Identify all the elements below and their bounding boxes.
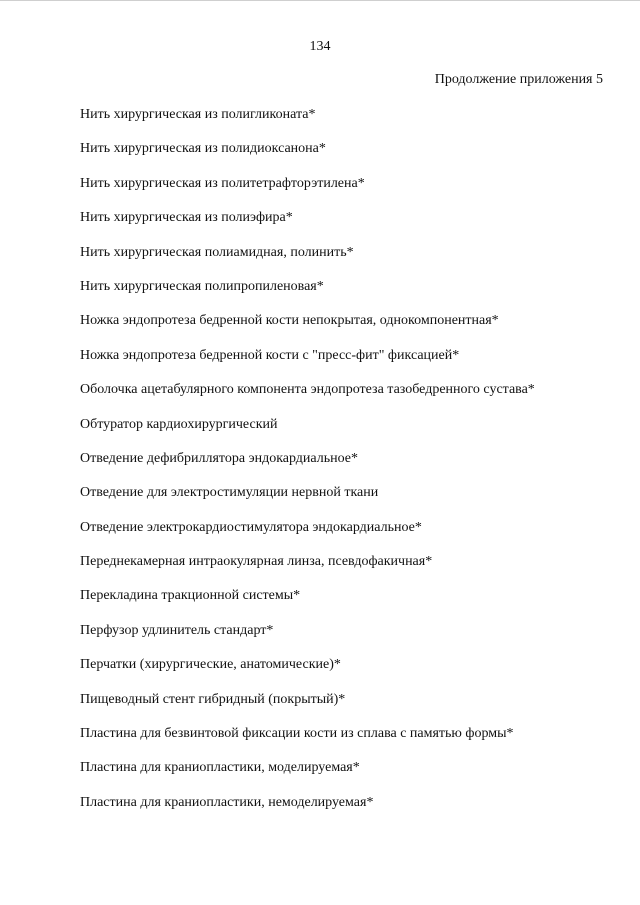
- list-item: Нить хирургическая из политетрафторэтилена*: [80, 175, 365, 191]
- continuation-heading: Продолжение приложения 5: [434, 72, 603, 87]
- list-item: Нить хирургическая из полиэфира*: [80, 210, 293, 226]
- list-item: Нить хирургическая из полидиоксанона*: [80, 141, 326, 157]
- list-item: Пластина для краниопластики, немоделируемая*: [80, 794, 374, 810]
- list-item: Ножка эндопротеза бедренной кости с "пресс-фит" фиксацией*: [80, 347, 460, 363]
- list-item: Пищеводный стент гибридный (покрытый)*: [80, 691, 346, 707]
- list-item: Ножка эндопротеза бедренной кости непокрытая, однокомпонентная*: [80, 313, 499, 329]
- list-item: Перекладина тракционной системы*: [80, 588, 301, 604]
- top-rule: [0, 0, 640, 1]
- list-item: Нить хирургическая из полигликоната*: [80, 107, 316, 122]
- list-item: Обтуратор кардиохирургический: [80, 416, 278, 432]
- list-item: Отведение для электростимуляции нервной ткани: [80, 485, 379, 501]
- list-item: Нить хирургическая полиамидная, полинить*: [80, 244, 354, 260]
- list-item: Переднекамерная интраокулярная линза, псевдофакичная*: [80, 554, 433, 570]
- list-item: Нить хирургическая полипропиленовая*: [80, 278, 324, 294]
- list-item: Отведение электрокардиостимулятора эндокардиальное*: [80, 519, 422, 535]
- page-number: 134: [309, 39, 331, 54]
- list-item: Пластина для краниопластики, моделируемая*: [80, 760, 360, 776]
- item-list: [80, 104, 535, 826]
- list-item: Оболочка ацетабулярного компонента эндопротеза тазобедренного сустава*: [80, 382, 535, 398]
- list-item: Отведение дефибриллятора эндокардиальное*: [80, 450, 359, 466]
- list-item: Перфузор удлинитель стандарт*: [80, 622, 274, 638]
- list-item: Перчатки (хирургические, анатомические)*: [80, 657, 341, 673]
- list-item: Пластина для безвинтовой фиксации кости из сплава с памятью формы*: [80, 726, 514, 742]
